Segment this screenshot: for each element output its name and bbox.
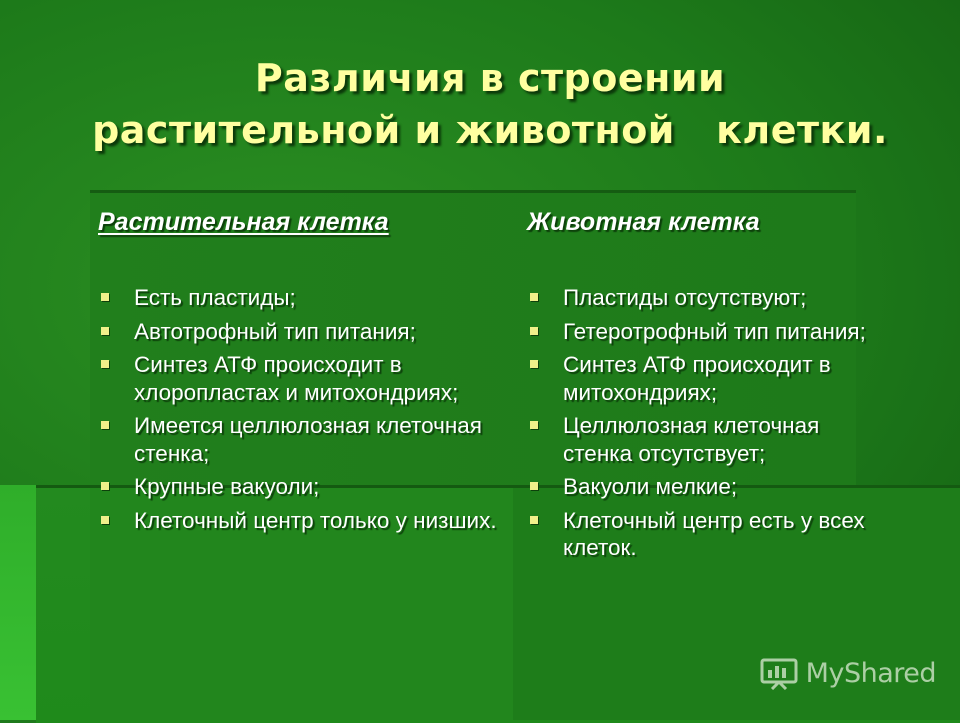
square-bullet-icon bbox=[530, 293, 538, 301]
plant-cell-heading: Растительная клетка bbox=[98, 208, 389, 236]
list-item-text: Синтез АТФ происходит в митохондриях; bbox=[563, 352, 831, 405]
plant-cell-column bbox=[98, 200, 498, 540]
list-item-text: Пластиды отсутствуют; bbox=[563, 285, 807, 310]
square-bullet-icon bbox=[101, 421, 109, 429]
list-item-text: Клеточный центр только у низших. bbox=[134, 507, 497, 533]
list-item bbox=[98, 473, 498, 501]
list-item bbox=[527, 507, 887, 562]
list-item bbox=[527, 412, 887, 467]
square-bullet-icon bbox=[101, 360, 109, 368]
square-bullet-icon bbox=[101, 293, 109, 301]
watermark bbox=[760, 656, 936, 690]
list-item-text: Вакуоли мелкие; bbox=[563, 474, 738, 499]
square-bullet-icon bbox=[101, 482, 109, 490]
list-item bbox=[98, 318, 498, 346]
square-bullet-icon bbox=[530, 360, 538, 368]
background-accent-strip bbox=[0, 485, 36, 720]
presentation-board-icon bbox=[760, 656, 798, 690]
animal-cell-column bbox=[527, 200, 887, 568]
square-bullet-icon bbox=[101, 327, 109, 335]
square-bullet-icon bbox=[530, 482, 538, 490]
animal-cell-list bbox=[527, 284, 887, 562]
slide-title-line-2: растительной и животной клетки. bbox=[92, 108, 888, 152]
list-item bbox=[527, 284, 887, 312]
list-item-text: Крупные вакуоли; bbox=[134, 474, 320, 499]
list-item-text: Автотрофный тип питания; bbox=[134, 318, 416, 344]
slide-title bbox=[0, 52, 960, 156]
square-bullet-icon bbox=[530, 516, 538, 524]
list-item-text: Синтез АТФ происходит в хлоропластах и митохондриях; bbox=[134, 352, 459, 405]
list-item-text: Гетеротрофный тип питания; bbox=[563, 318, 866, 344]
list-item bbox=[527, 351, 887, 406]
list-item-text: Есть пластиды; bbox=[134, 285, 296, 310]
square-bullet-icon bbox=[530, 327, 538, 335]
list-item bbox=[98, 507, 498, 535]
list-item bbox=[527, 473, 887, 501]
list-item bbox=[98, 284, 498, 312]
slide-title-line-1: Различия в строении bbox=[254, 56, 726, 100]
list-item-text: Целлюлозная клеточная стенка отсутствует; bbox=[563, 413, 820, 466]
square-bullet-icon bbox=[101, 516, 109, 524]
list-item bbox=[527, 318, 887, 346]
list-item bbox=[98, 351, 498, 406]
list-item-text: Имеется целлюлозная клеточная стенка; bbox=[134, 413, 482, 466]
watermark-text: MyShared bbox=[805, 657, 936, 689]
plant-cell-list bbox=[98, 284, 498, 534]
animal-cell-heading: Животная клетка bbox=[527, 208, 760, 236]
list-item bbox=[98, 412, 498, 467]
list-item-text: Клеточный центр есть у всех клеток. bbox=[563, 507, 865, 560]
square-bullet-icon bbox=[530, 421, 538, 429]
